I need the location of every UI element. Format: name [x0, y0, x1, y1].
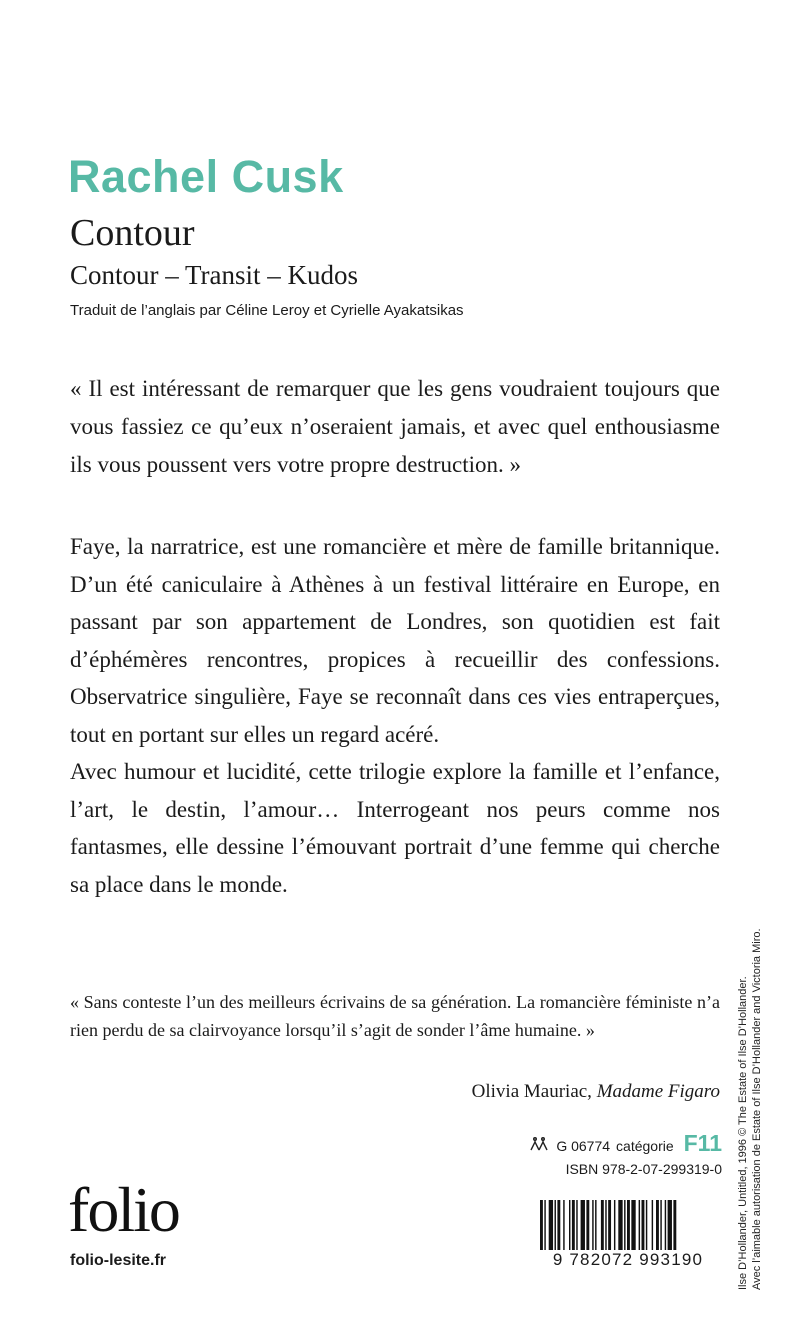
epigraph-quote: « Il est intéressant de remarquer que les gens voudraient toujours que vous fassiez ce qu’eux n’oseraient jamais, et avec quel enthousiasme ils vous poussent vers votre propre destruction. » — [70, 376, 720, 477]
barcode-bar — [660, 1200, 661, 1250]
barcode-bar — [549, 1200, 553, 1250]
press-attribution — [472, 1082, 720, 1101]
press-quote: « Sans conteste l’un des meilleurs écrivains de sa génération. La romancière féministe n’a rien perdu de sa clairvoyance lorsqu’il s’agit de sonder l’âme humaine. » — [70, 992, 720, 1040]
category-code: F11 — [683, 1130, 722, 1156]
barcode-bar — [586, 1200, 589, 1250]
synopsis-paragraph: Faye, la narratrice, est une romancière et mère de famille britannique. D’un été caniculaire à Athènes à un festival littéraire en Europe, en passant par son appartement de Londres, son quotidien est fait d’éphémères rencontres, propices à recueillir des confessions. Observatrice singulière, Faye se reconnaît dans ces vies entraperçues, tout en portant sur elles un regard acéré. — [70, 534, 720, 747]
publication-name: Madame Figaro — [596, 1081, 720, 1102]
book-subtitle: Contour – Transit – Kudos — [70, 260, 359, 290]
synopsis-paragraph: Avec humour et lucidité, cette trilogie explore la famille et l’enfance, l’art, le destin, l’amour… Interrogeant nos peurs comme nos fantasmes, elle dessine l’émouvant portrait d’une femme qui cherche sa place dans le monde. — [70, 759, 720, 897]
barcode-bar — [595, 1200, 596, 1250]
barcode-bar — [639, 1200, 640, 1250]
folio-logo: folio — [68, 1174, 179, 1245]
barcode-bar — [618, 1200, 622, 1250]
synopsis — [70, 528, 720, 903]
barcode-bar — [614, 1200, 615, 1250]
book-title: Contour — [70, 212, 195, 254]
translator-credit: Traduit de l’anglais par Céline Leroy et Cyrielle Ayakatsikas — [70, 302, 464, 319]
barcode-bar — [605, 1200, 606, 1250]
catalog-code-row — [522, 1130, 722, 1157]
isbn: ISBN 978-2-07-299319-0 — [565, 1161, 722, 1177]
barcode-bar — [665, 1200, 666, 1250]
barcode-bar — [627, 1200, 630, 1250]
cover-credit-line: Ilse D’Hollander, Untitled, 1996 © The Estate of Ilse D’Hollander. — [737, 976, 749, 1290]
barcode-bar — [576, 1200, 577, 1250]
barcode-bar — [544, 1200, 545, 1250]
critic-name: Olivia Mauriac, — [471, 1081, 592, 1102]
barcode-bar — [652, 1200, 653, 1250]
barcode-bar — [569, 1200, 570, 1250]
barcode-bar — [557, 1200, 560, 1250]
cover-credit — [736, 850, 764, 1290]
author-name: Rachel Cusk — [68, 151, 344, 202]
barcode-digits: 9 782072 993190 — [552, 1250, 704, 1269]
barcode-bar — [642, 1200, 645, 1250]
barcode-bars — [540, 1200, 722, 1250]
barcode-bar — [624, 1200, 625, 1250]
barcode-bar — [668, 1200, 672, 1250]
publisher-website: folio-lesite.fr — [70, 1252, 167, 1269]
category-label: catégorie — [616, 1138, 674, 1154]
gallimard-icon — [528, 1136, 550, 1152]
barcode-bar — [540, 1200, 543, 1250]
barcode-bar — [555, 1200, 556, 1250]
barcode-bar — [673, 1200, 676, 1250]
barcode-bar — [572, 1200, 575, 1250]
barcode-bar — [581, 1200, 585, 1250]
barcode-bar — [646, 1200, 647, 1250]
barcode-bar — [608, 1200, 611, 1250]
catalog-info — [522, 1130, 722, 1177]
catalog-code: G 06774 — [556, 1138, 611, 1154]
barcode-bar — [592, 1200, 593, 1250]
barcode-bar — [601, 1200, 604, 1250]
barcode-bar — [631, 1200, 635, 1250]
barcode-bar — [656, 1200, 659, 1250]
cover-credit-line: Avec l’aimable autorisation de Estate of Ilse D’Hollander and Victoria Miro. — [751, 928, 763, 1290]
barcode-bar — [563, 1200, 564, 1250]
